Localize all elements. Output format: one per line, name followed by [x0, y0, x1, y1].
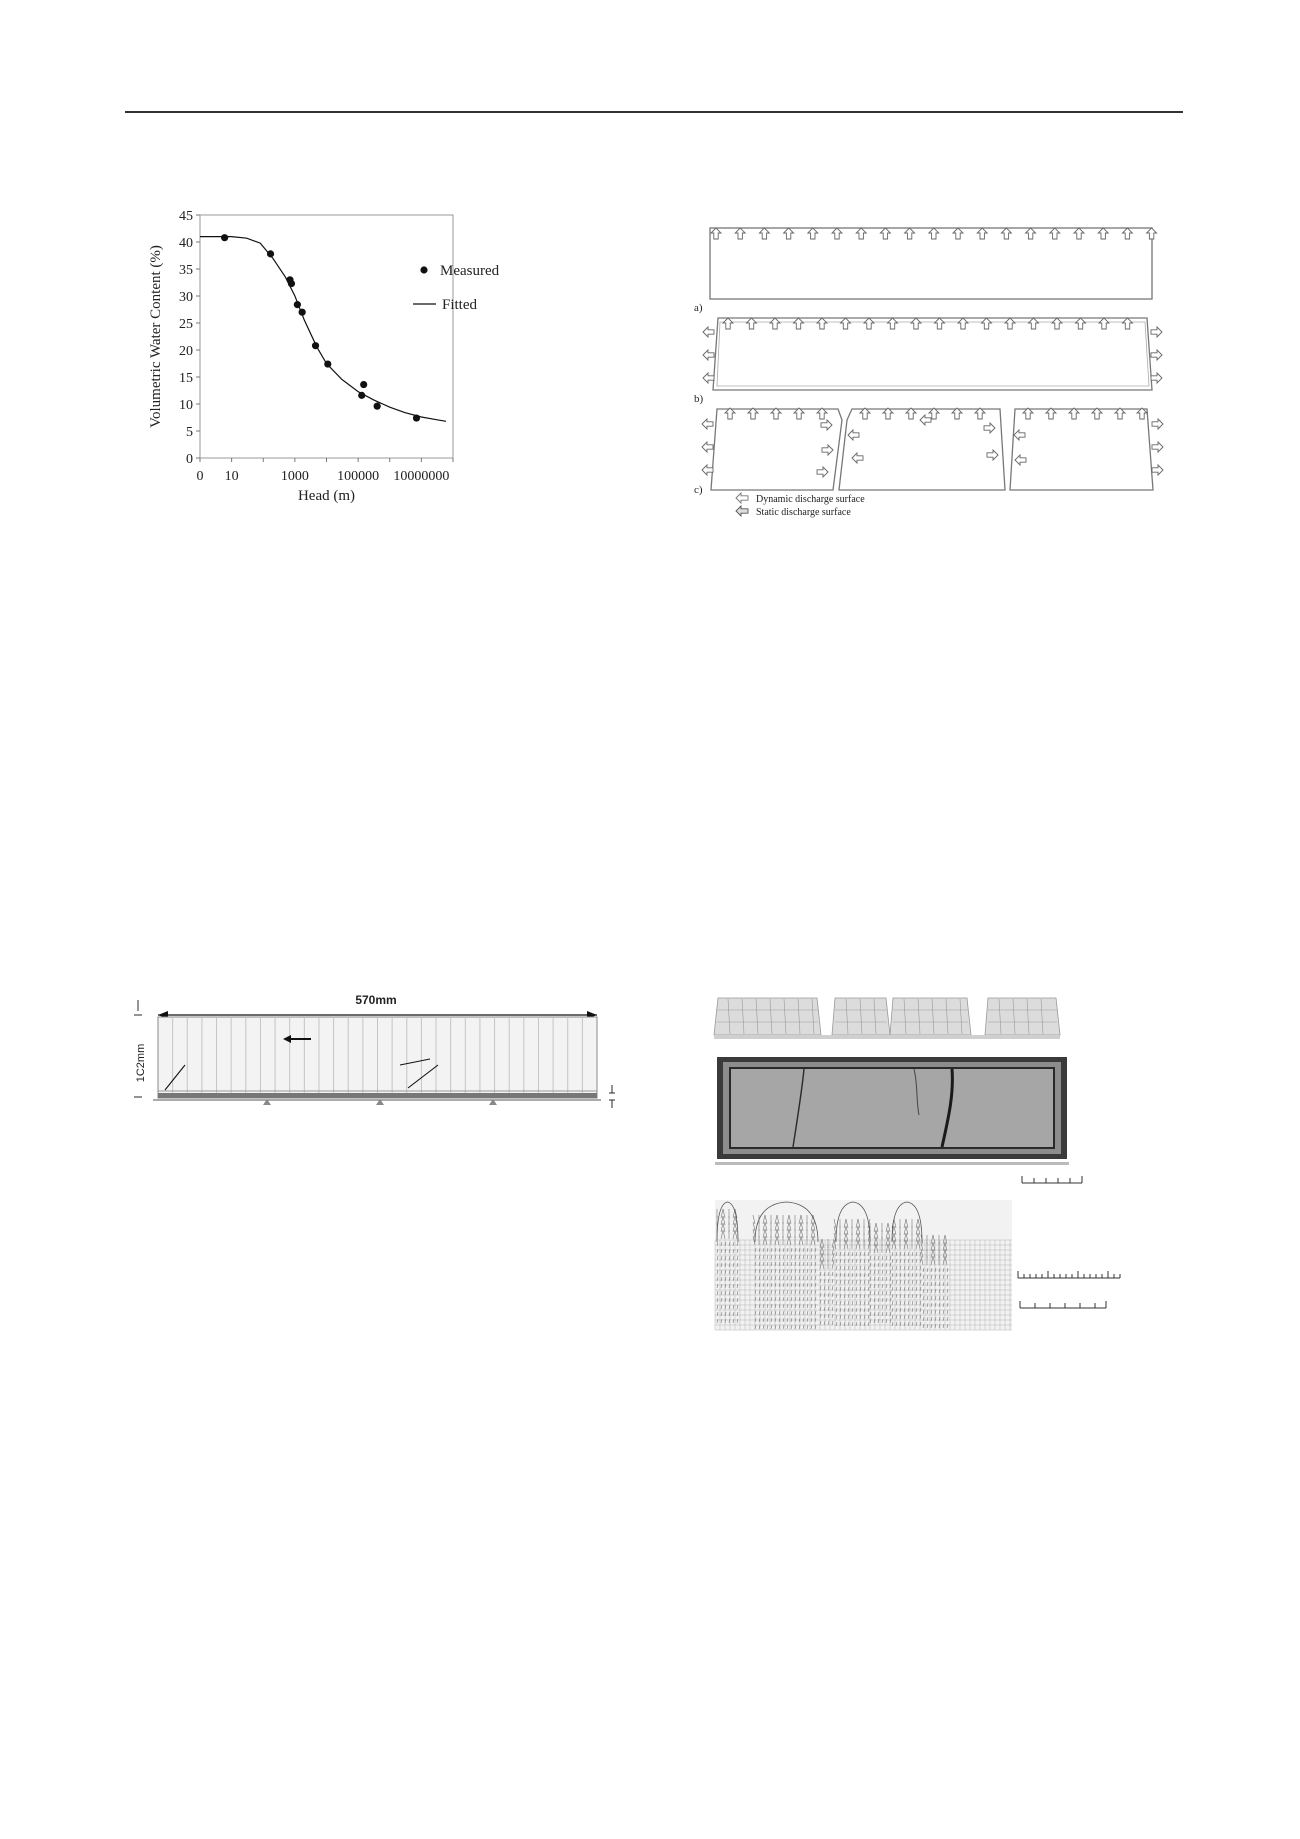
measured-point — [221, 234, 228, 241]
side-arrow-icon — [702, 442, 713, 452]
y-tick-label: 0 — [186, 452, 193, 467]
scale-bar-2 — [1018, 1271, 1120, 1278]
x-tick-label: 1000 — [280, 469, 309, 484]
measured-point — [413, 414, 420, 421]
chart-legend — [413, 263, 500, 313]
legend-measured-label: Measured — [440, 263, 500, 279]
y-tick-label: 10 — [179, 398, 193, 413]
side-arrow-icon — [703, 373, 714, 383]
panel-b-block — [713, 318, 1152, 390]
y-tick-label: 40 — [179, 236, 193, 251]
panel-c-label: c) — [694, 484, 703, 496]
panel-c-block-3 — [1010, 409, 1153, 490]
measured-point — [374, 403, 381, 410]
measured-point — [324, 360, 331, 367]
side-arrow-icon — [703, 327, 714, 337]
base-layer — [158, 1093, 597, 1098]
legend-dynamic-label: Dynamic discharge surface — [756, 494, 865, 505]
y-axis-label: Volumetric Water Content (%) — [148, 245, 164, 428]
y-tick-label: 30 — [179, 290, 193, 305]
fitted-series — [200, 237, 446, 422]
side-arrow-icon — [1152, 442, 1163, 452]
legend-fitted-label: Fitted — [442, 297, 478, 313]
legend-static-icon — [736, 506, 748, 516]
side-arrow-icon — [1151, 350, 1162, 360]
measured-point — [267, 250, 274, 257]
side-arrow-icon — [1152, 465, 1163, 475]
x-tick-label: 100000 — [337, 469, 380, 484]
measured-point — [288, 280, 295, 287]
x-tick-label: 10 — [224, 469, 239, 484]
discharge-surface-diagram — [690, 210, 1160, 520]
width-label: 570mm — [355, 993, 397, 1007]
height-label: 1C2mm — [135, 1043, 147, 1083]
fitted-curve — [200, 237, 446, 422]
measured-point — [358, 392, 365, 399]
panel-a-block — [710, 228, 1152, 299]
x-tick-label: 0 — [196, 469, 204, 484]
measured-point — [312, 342, 319, 349]
measured-point — [299, 309, 306, 316]
side-arrow-icon — [702, 465, 713, 475]
measured-point — [360, 381, 367, 388]
crack-simulation-figure — [710, 990, 1170, 1345]
measured-series — [221, 234, 420, 422]
vector-field-simulation — [715, 1200, 1012, 1330]
legend-measured-marker — [420, 266, 427, 273]
measured-point — [294, 301, 301, 308]
header-rule — [125, 111, 1183, 113]
panel-a-label: a) — [694, 302, 703, 314]
chart-axes — [196, 215, 453, 462]
side-arrow-icon — [1152, 419, 1163, 429]
y-tick-label: 5 — [186, 425, 193, 440]
y-tick-label: 20 — [179, 344, 193, 359]
x-axis-label: Head (m) — [297, 488, 356, 504]
legend-static-label: Static discharge surface — [756, 507, 851, 518]
panel-b-label: b) — [694, 393, 704, 405]
swcc-chart — [148, 200, 550, 545]
cracked-mesh-blocks — [714, 998, 1060, 1039]
side-arrow-icon — [1151, 373, 1162, 383]
scale-bar-3 — [1020, 1301, 1106, 1308]
x-tick-label: 10000000 — [393, 469, 450, 484]
side-arrow-icon — [1151, 327, 1162, 337]
side-arrow-icon — [702, 419, 713, 429]
y-tick-label: 35 — [179, 263, 193, 278]
y-tick-label: 45 — [179, 209, 193, 224]
y-tick-label: 15 — [179, 371, 193, 386]
beam-mesh-diagram — [125, 985, 625, 1105]
side-arrow-icon — [703, 350, 714, 360]
legend-dynamic-icon — [736, 493, 748, 503]
scale-bar-1 — [1022, 1176, 1082, 1183]
y-tick-label: 25 — [179, 317, 193, 332]
cracked-soil-tray-photo — [715, 1057, 1069, 1165]
